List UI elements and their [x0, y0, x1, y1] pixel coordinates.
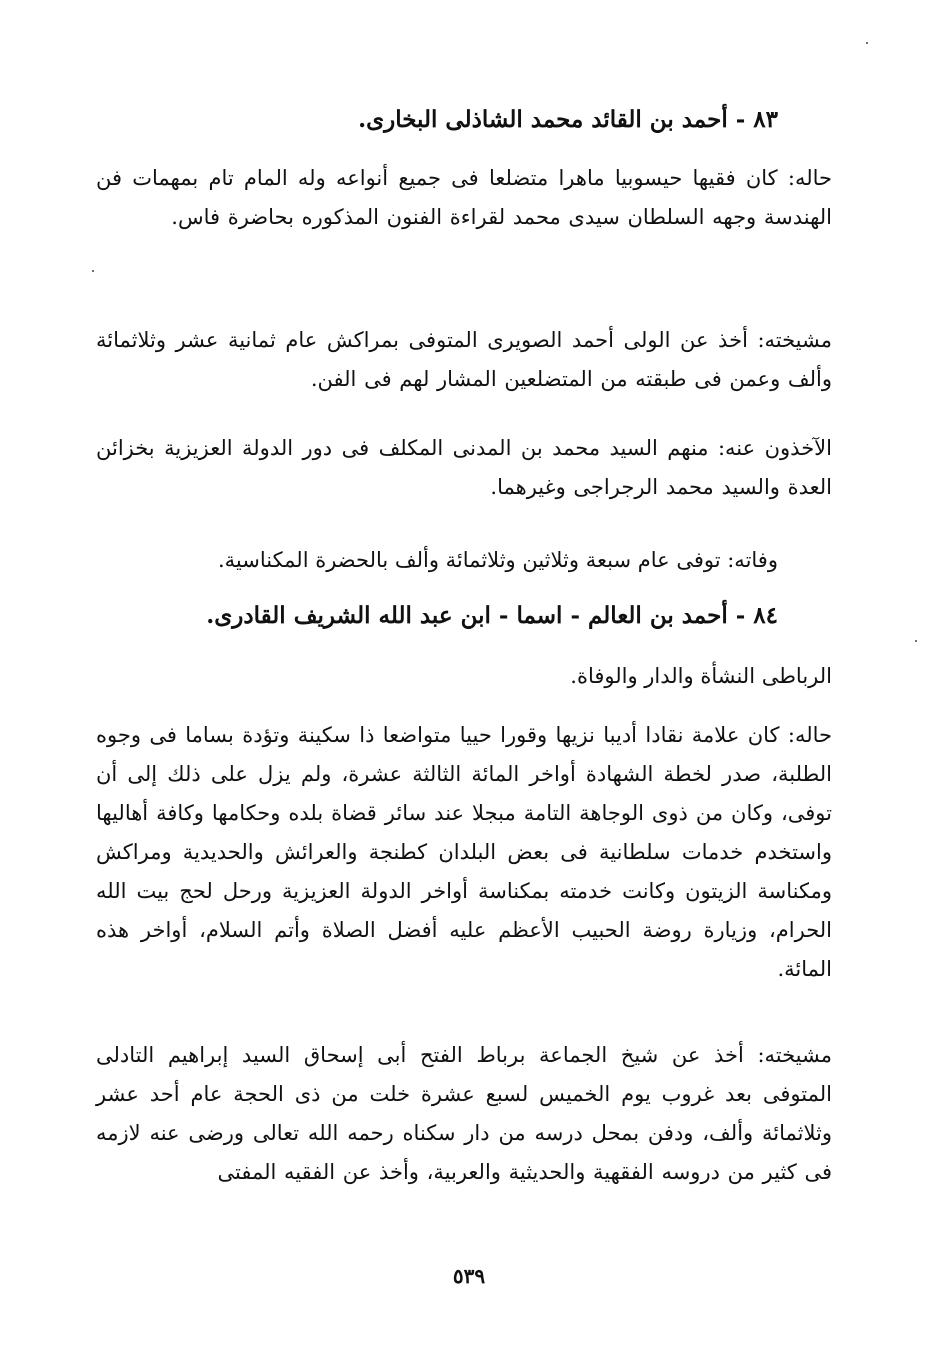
entry-84-subtitle: الرباطى النشأة والدار والوفاة.	[570, 664, 832, 688]
page-number: ٥٣٩	[452, 1264, 486, 1288]
entry-83-death-paragraph: وفاته: توفى عام سبعة وثلاثين وثلاثمائة وألف بالحضرة المكناسية.	[217, 548, 778, 572]
entry-83-students-paragraph: الآخذون عنه: منهم السيد محمد بن المدنى المكلف فى دور الدولة العزيزية بخزائن العدة والسيد محمد الرجراجى وغيرهما.	[96, 436, 832, 499]
entry-83-biography-paragraph: حاله: كان فقيها حيسوبيا ماهرا متضلعا فى جميع أنواعه وله المام تام بمهمات فن الهندسة وجهه السلطان سيدى محمد لقراءة الفنون المذكوره بحاضرة فاس.	[96, 166, 832, 229]
entry-84-teachers-paragraph: مشيخته: أخذ عن شيخ الجماعة برباط الفتح أبى إسحاق السيد إبراهيم التادلى المتوفى بعد غروب يوم الخميس لسبع عشرة خلت من ذى الحجة عام أحد عشر وثلاثمائة وألف، ودفن بمحل درسه من دار سكناه رحمه الله تعالى ورضى عنه لازمه فى كثير من دروسه الفقهية والحديثية والعربية، وأخذ عن الفقيه المفتى	[96, 1043, 832, 1184]
entry-83-teachers-paragraph: مشيخته: أخذ عن الولى أحمد الصويرى المتوفى بمراكش عام ثمانية عشر وثلاثمائة وألف وعمن فى طبقته من المتضلعين المشار لهم فى الفن.	[96, 328, 832, 391]
entry-83-heading: ٨٣ - أحمد بن القائد محمد الشاذلى البخارى.	[358, 106, 778, 133]
scan-speck	[92, 270, 94, 272]
scan-speck	[866, 42, 868, 44]
entry-84-biography-paragraph: حاله: كان علامة نقادا أديبا نزيها وقورا حييا متواضعا ذا سكينة وتؤدة بساما فى وجوه الطلبة، صدر لخطة الشهادة أواخر المائة الثالثة عشرة، ولم يزل على ذلك إلى أن توفى، وكان من ذوى الوجاهة التامة مبجلا عند سائر قضاة بلده وحكامها وكافة أهاليها واستخدم خدمات سلطانية فى بعض البلدان كطنجة والعرائش والحديدية ومراكش ومكناسة الزيتون وكانت خدمته بمكناسة أواخر الدولة العزيزية ورحل لحج بيت الله الحرام، وزيارة روضة الحبيب الأعظم عليه أفضل الصلاة وأتم السلام، أواخر هذه المائة.	[96, 723, 832, 981]
scan-speck	[915, 640, 917, 642]
entry-84-heading: ٨٤ - أحمد بن العالم - اسما - ابن عبد الله الشريف القادرى.	[206, 602, 778, 629]
